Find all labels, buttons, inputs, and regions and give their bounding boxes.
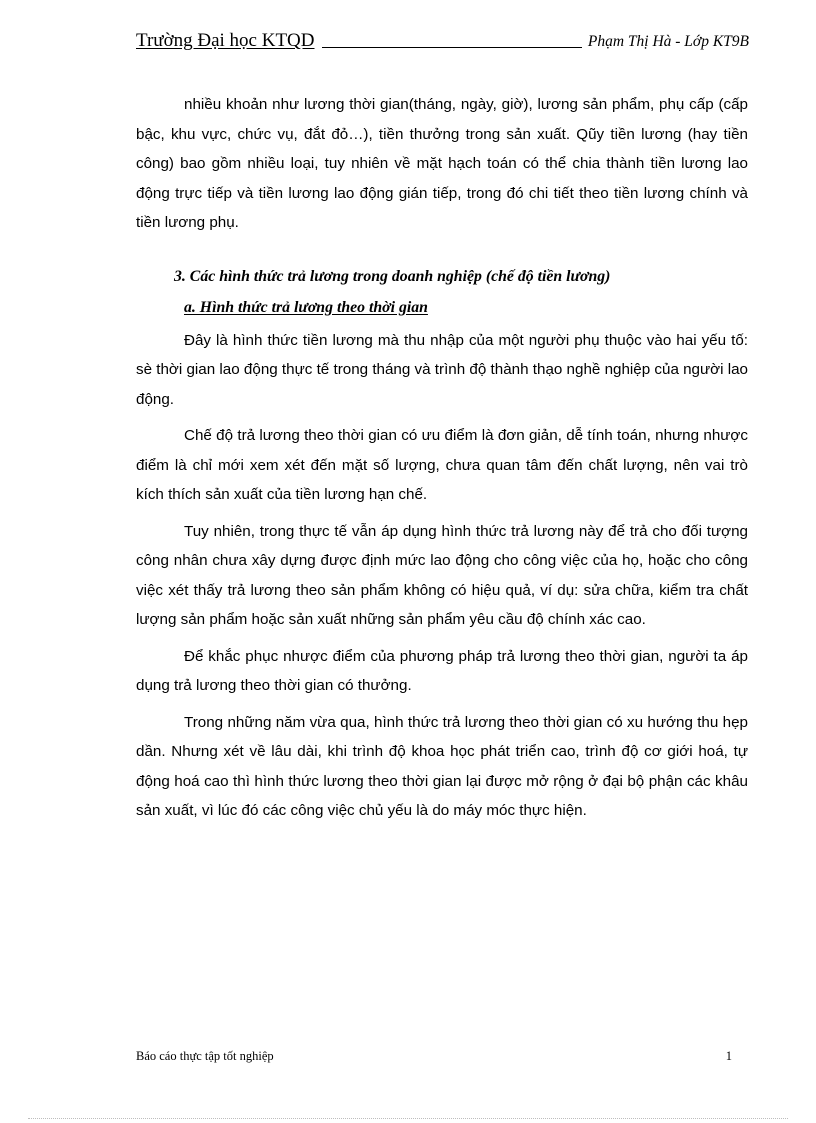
paragraph: Trong những năm vừa qua, hình thức trả lương theo thời gian có xu hướng thu hẹp dần. Nhưng xét về lâu dài, khi trình độ khoa học phát triển cao, trình độ cơ giới hoá, tự động hoá cao thì hình thức lương theo thời gian lại được mở rộng ở đại bộ phận các khâu sản xuất, vì lúc đó các công việc chủ yếu là do máy móc thực hiện. — [136, 713, 748, 819]
paragraph: Tuy nhiên, trong thực tế vẫn áp dụng hình thức trả lương này để trả cho đối tượng công nhân chưa xây dựng được định mức lao động cho công việc của họ, hoặc cho công việc xét thấy trả lương theo sản phẩm không có hiệu quả, ví dụ: sửa chữa, kiểm tra chất lượng sản phẩm hoặc sản xuất những sản phẩm yêu cầu độ chính xác cao. — [136, 522, 748, 628]
header-author: Phạm Thị Hà - Lớp KT9B — [582, 30, 749, 54]
page-number: 1 — [725, 1049, 732, 1063]
header-university: Trường Đại học KTQD — [136, 30, 315, 51]
subsection-heading: a. Hình thức trả lương theo thời gian — [184, 298, 428, 316]
page-header — [136, 28, 749, 54]
page-body — [136, 90, 748, 826]
footer-title: Báo cáo thực tập tốt nghiệp — [136, 1049, 274, 1063]
section-heading: 3. Các hình thức trả lương trong doanh nghiệp (chế độ tiền lương) — [174, 267, 611, 285]
paragraph: Để khắc phục nhược điểm của phương pháp trả lương theo thời gian, người ta áp dụng trả lương theo thời gian có thưởng. — [136, 647, 748, 694]
paragraph: Đây là hình thức tiền lương mà thu nhập của một người phụ thuộc vào hai yếu tố: sè thời gian lao động thực tế trong tháng và trình độ thành thạo nghề nghiệp của người lao động. — [136, 331, 748, 408]
paragraph: Chế độ trả lương theo thời gian có ưu điểm là đơn giản, dễ tính toán, nhưng nhược điểm là chỉ mới xem xét đến mặt số lượng, chưa quan tâm đến chất lượng, nên vai trò kích thích sản xuất của tiền lương hạn chế. — [136, 427, 748, 503]
page-edge-divider — [28, 1118, 788, 1119]
paragraph-intro: nhiều khoản như lương thời gian(tháng, ngày, giờ), lương sản phẩm, phụ cấp (cấp bậc, khu vực, chức vụ, đắt đỏ…), tiền thưởng trong sản xuất. Qũy tiền lương (hay tiền công) bao gồm nhiều loại, tuy nhiên về mặt hạch toán có thể chia thành tiền lương lao động trực tiếp và tiền lương lao động gián tiếp, trong đó chi tiết theo tiền lương chính và tiền lương phụ. — [136, 96, 748, 231]
